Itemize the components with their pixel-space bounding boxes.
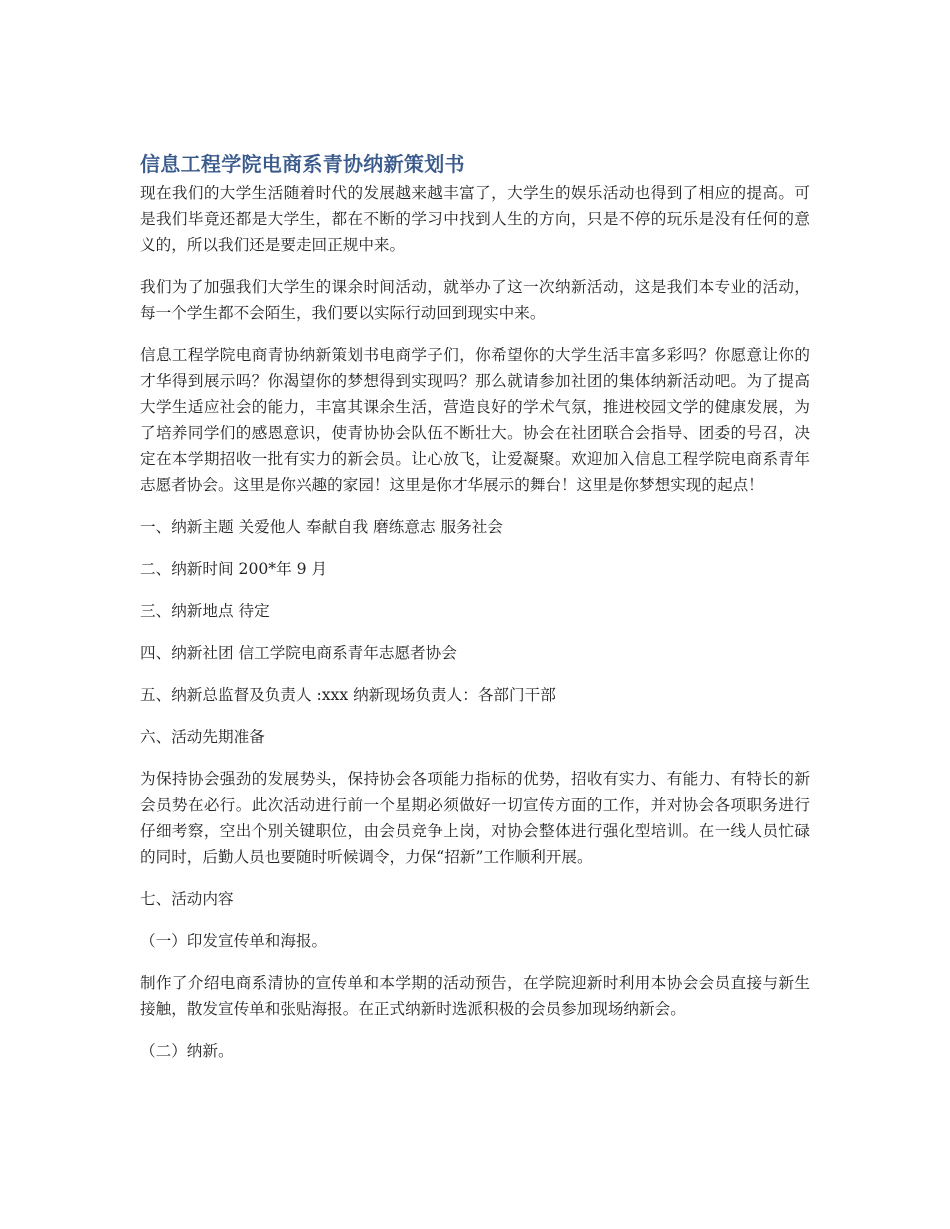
subsection-heading-recruit: （二）纳新。 bbox=[140, 1042, 234, 1060]
paragraph-intro-1: 现在我们的大学生活随着时代的发展越来越丰富了，大学生的娱乐活动也得到了相应的提高。可是我们毕竟还都是大学生，都在不断的学习中找到人生的方向，只是不停的玩乐是没有任何的意义的，所以我们还是要走回正规中来。 bbox=[140, 184, 810, 254]
section-heading-content: 七、活动内容 bbox=[140, 890, 234, 908]
item-theme: 一、纳新主题 关爱他人 奉献自我 磨练意志 服务社会 bbox=[140, 518, 503, 536]
document-body bbox=[140, 180, 810, 1064]
section-heading-preparation: 六、活动先期准备 bbox=[140, 728, 265, 746]
item-supervisor: 五、纳新总监督及负责人 :xxx 纳新现场负责人：各部门干部 bbox=[140, 686, 556, 704]
item-time: 二、纳新时间 200*年 9 月 bbox=[140, 560, 328, 578]
subsection-heading-flyers: （一）印发宣传单和海报。 bbox=[140, 932, 328, 950]
document-page bbox=[140, 150, 810, 1080]
document-title: 信息工程学院电商系青协纳新策划书 bbox=[140, 152, 465, 176]
paragraph-flyers: 制作了介绍电商系清协的宣传单和本学期的活动预告，在学院迎新时利用本协会会员直接与新生接触，散发宣传单和张贴海报。在正式纳新时选派积极的会员参加现场纳新会。 bbox=[140, 974, 810, 1018]
paragraph-intro-3: 信息工程学院电商青协纳新策划书电商学子们，你希望你的大学生活丰富多彩吗？你愿意让你的才华得到展示吗？你渴望你的梦想得到实现吗？那么就请参加社团的集体纳新活动吧。为了提高大学生适应社会的能力，丰富其课余生活，营造良好的学术气氛，推进校园文学的健康发展，为了培养同学们的感恩意识，使青协协会队伍不断壮大。协会在社团联合会指导、团委的号召，决定在本学期招收一批有实力的新会员。让心放飞，让爱凝聚。欢迎加入信息工程学院电商系青年志愿者协会。这里是你兴趣的家园！这里是你才华展示的舞台！这里是你梦想实现的起点！ bbox=[140, 346, 810, 494]
item-club: 四、纳新社团 信工学院电商系青年志愿者协会 bbox=[140, 644, 457, 662]
item-location: 三、纳新地点 待定 bbox=[140, 602, 270, 620]
paragraph-preparation: 为保持协会强劲的发展势头，保持协会各项能力指标的优势，招收有实力、有能力、有特长的新会员势在必行。此次活动进行前一个星期必须做好一切宣传方面的工作，并对协会各项职务进行仔细考察，空出个别关键职位，由会员竞争上岗，对协会整体进行强化型培训。在一线人员忙碌的同时，后勤人员也要随时听候调令，力保“招新”工作顺利开展。 bbox=[140, 770, 810, 866]
paragraph-intro-2: 我们为了加强我们大学生的课余时间活动，就举办了这一次纳新活动，这是我们本专业的活动，每一个学生都不会陌生，我们要以实际行动回到现实中来。 bbox=[140, 278, 810, 322]
